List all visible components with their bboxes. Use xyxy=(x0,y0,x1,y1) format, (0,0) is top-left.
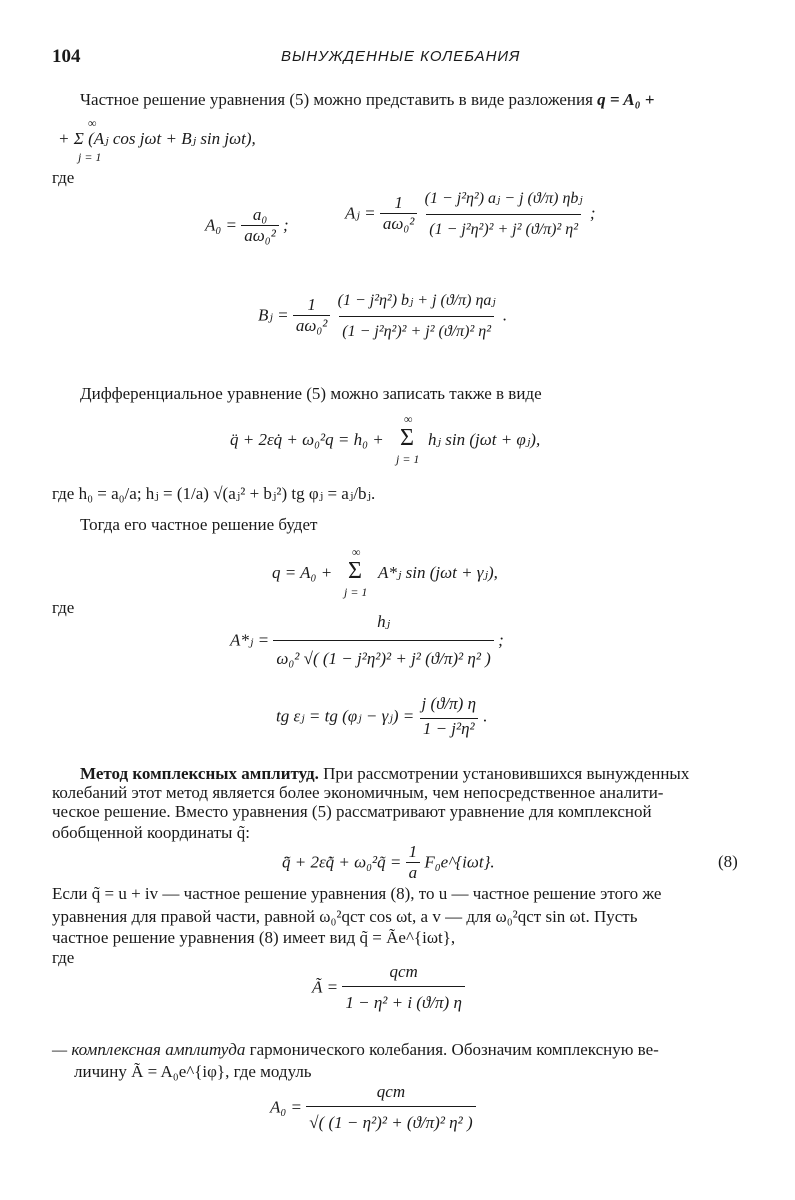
where-3: где xyxy=(52,598,75,617)
page-number: 104 xyxy=(52,46,81,67)
para1-sum-formula: ∞ + Σ (Aⱼ cos jωt + Bⱼ sin jωt), j = 1 xyxy=(58,116,256,164)
equation-2: q̈ + 2εq̇ + ω₀²q = h₀ + ∞ Σ j = 1 hⱼ sin (jωt + φⱼ), xyxy=(230,412,541,466)
running-title: ВЫНУЖДЕННЫЕ КОЛЕБАНИЯ xyxy=(281,48,521,65)
para3: Тогда его частное решение будет xyxy=(80,515,318,534)
where-1: где xyxy=(52,168,75,187)
para5-line4: где xyxy=(52,948,75,967)
equation-8: q̃̈ + 2εq̃̇ + ω₀²q̃ = $\frac{1}{a}$ F₀e^{iωt}. xyxy=(282,842,495,882)
formula-A0-modulus: A₀ = $\frac{\text{qст}}{\text{√( (1 − η²)² + (ϑ/π)² η² )}}$ xyxy=(270,1082,476,1133)
para5-line2: уравнения для правой части, равной ω₀²qст cos ωt, а v — для ω₀²qст sin ωt. Пусть xyxy=(52,907,638,926)
method-heading: Метод комплексных амплитуд. xyxy=(80,764,319,783)
formula-A0: A₀ = $\frac{\text{a₀}}{\text{aω₀²}}$ ; xyxy=(205,205,289,245)
para4-line2: колебаний этот метод является более экономичным, чем непосредственное аналити- xyxy=(52,783,664,802)
para4-line4: обобщенной координаты q̃: xyxy=(52,823,250,842)
para5-line1: Если q̃ = u + iv — частное решение уравнения (8), то u — частное решение этого же xyxy=(52,884,662,903)
para4-line3: ческое решение. Вместо уравнения (5) рассматривают уравнение для комплексной xyxy=(52,802,652,821)
para6-line1: — комплексная амплитуда гармонического колебания. Обозначим комплексную ве- xyxy=(52,1040,659,1059)
formula-Atilde: Ã = $\frac{\text{qст}}{\text{1 − η² + i (ϑ/π) η}}$ xyxy=(312,962,465,1013)
para2: Дифференциальное уравнение (5) можно записать также в виде xyxy=(80,384,542,403)
formula-Bj: Bⱼ = $\frac{1}{\text{aω₀²}}$ $\frac{\text{(1 − j²η²) bⱼ + j (ϑ/π) ηaⱼ}}{\text{(1 − j²η²)² + j² (ϑ/π)² η²}}$ . xyxy=(258,292,508,340)
formula-Astar: A*ⱼ = $\frac{\text{hⱼ}}{\text{ω₀² √( (1 − j²η²)² + j² (ϑ/π)² η² )}}$ ; xyxy=(230,612,504,668)
para1-line1: Частное решение уравнения (5) можно представить в виде разложения q = A₀ + xyxy=(80,90,655,109)
complex-amplitude-term: — комплексная амплитуда xyxy=(52,1040,246,1059)
para6-line2: личину Ã = A₀e^{iφ}, где модуль xyxy=(74,1062,312,1081)
equation-3: q = A₀ + ∞ Σ j = 1 A*ⱼ sin (jωt + γⱼ), xyxy=(272,545,498,599)
equation-8-number: (8) xyxy=(718,852,738,871)
formula-Aj: Aⱼ = $\frac{1}{\text{aω₀²}}$ $\frac{\text{(1 − j²η²) aⱼ − j (ϑ/π) ηbⱼ}}{\text{(1 − j²η²)² + j² (ϑ/π)² η²}}$ ; xyxy=(345,190,596,238)
formula-tg: tg εⱼ = tg (φⱼ − γⱼ) = $\frac{j (ϑ/\pi) \eta}{\text{1 − j²η²}}$ . xyxy=(276,694,488,738)
where-2: где h₀ = a₀/a; hⱼ = (1/a) √(aⱼ² + bⱼ²) tg φⱼ = aⱼ/bⱼ. xyxy=(52,484,376,503)
para4-line1: Метод комплексных амплитуд. При рассмотрении установившихся вынужденных xyxy=(80,764,690,783)
para5-line3: частное решение уравнения (8) имеет вид q̃ = Ãe^{iωt}, xyxy=(52,928,456,947)
